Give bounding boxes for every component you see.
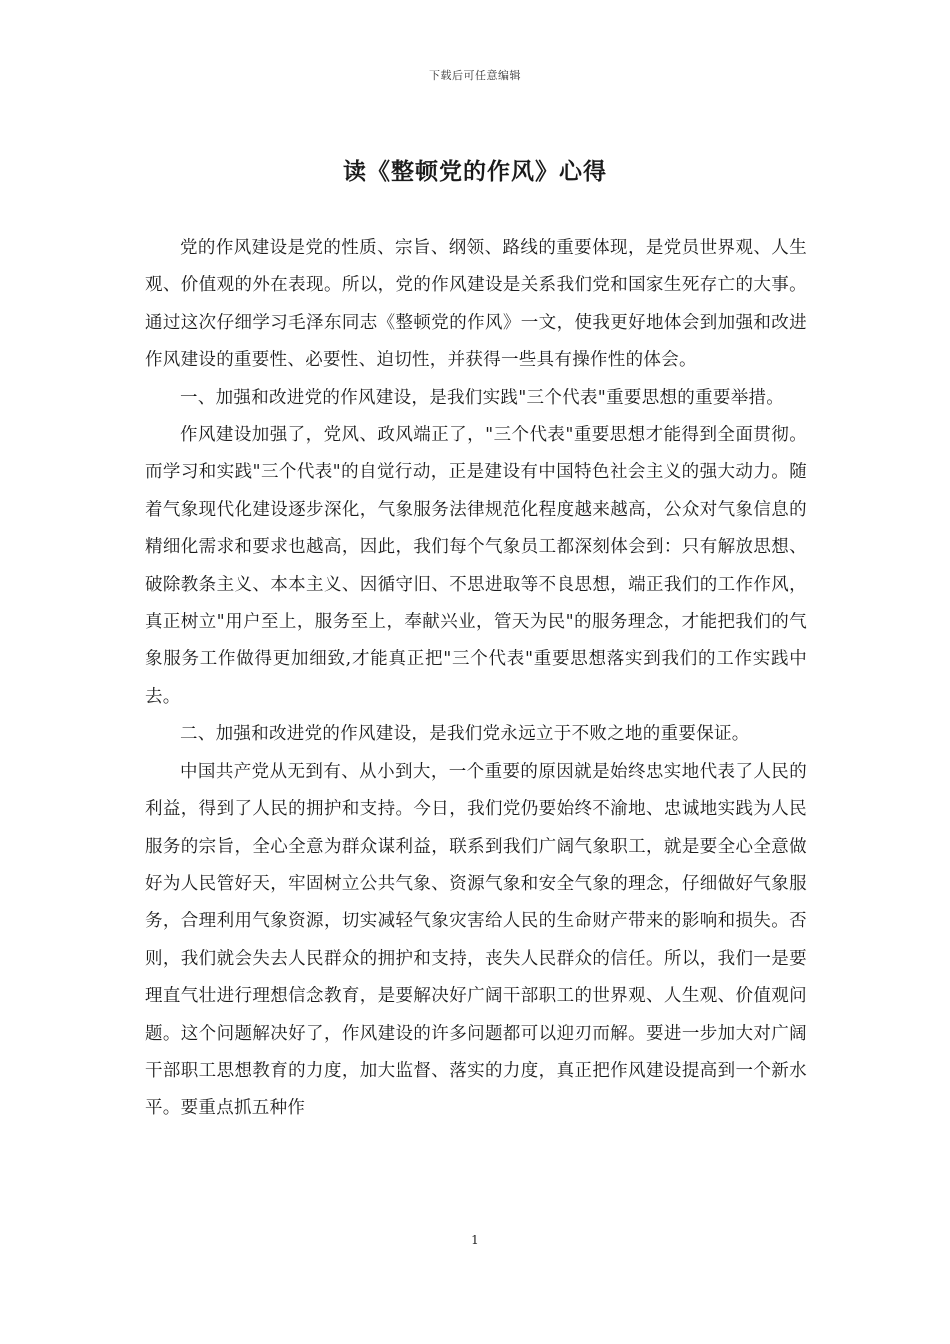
- paragraph-section-two: 中国共产党从无到有、从小到大，一个重要的原因就是始终忠实地代表了人民的利益，得到了人民的拥护和支持。今日，我们党仍要始终不渝地、忠诚地实践为人民服务的宗旨，全心全意为群众谋利益，联系到我们广阔气象职工，就是要全心全意做好为人民管好天，牢固树立公共气象、资源气象和安全气象的理念，仔细做好气象服务，合理利用气象资源，切实减轻气象灾害给人民的生命财产带来的影响和损失。否则，我们就会失去人民群众的拥护和支持，丧失人民群众的信任。所以，我们一是要理直气壮进行理想信念教育，是要解决好广阔干部职工的世界观、人生观、价值观问题。这个问题解决好了，作风建设的许多问题都可以迎刃而解。要进一步加大对广阔干部职工思想教育的力度，加大监督、落实的力度，真正把作风建设提高到一个新水平。要重点抓五种作: [145, 761, 807, 1119]
- header-note: 下载后可任意编辑: [429, 69, 521, 82]
- document-body: [145, 230, 807, 1128]
- paragraph-section-one: 作风建设加强了，党风、政风端正了，"三个代表"重要思想才能得到全面贯彻。而学习和实践"三个代表"的自觉行动，正是建设有中国特色社会主义的强大动力。随着气象现代化建设逐步深化，气象服务法律规范化程度越来越高，公众对气象信息的精细化需求和要求也越高，因此，我们每个气象员工都深刻体会到：只有解放思想、破除教条主义、本本主义、因循守旧、不思进取等不良思想，端正我们的工作作风，真正树立"用户至上，服务至上，奉献兴业，管天为民"的服务理念，才能把我们的气象服务工作做得更加细致,才能真正把"三个代表"重要思想落实到我们的工作实践中去。: [145, 425, 807, 707]
- paragraph-intro: 党的作风建设是党的性质、宗旨、纲领、路线的重要体现，是党员世界观、人生观、价值观的外在表现。所以，党的作风建设是关系我们党和国家生死存亡的大事。通过这次仔细学习毛泽东同志《整顿党的作风》一文，使我更好地体会到加强和改进作风建设的重要性、必要性、迫切性，并获得一些具有操作性的体会。: [145, 238, 807, 371]
- paragraph-heading-one: 一、加强和改进党的作风建设，是我们实践"三个代表"重要思想的重要举措。: [180, 387, 785, 408]
- paragraph-heading-two: 二、加强和改进党的作风建设，是我们党永远立于不败之地的重要保证。: [180, 724, 750, 745]
- page-number: 1: [471, 1233, 479, 1247]
- document-title: 读《整顿党的作风》心得: [343, 158, 607, 185]
